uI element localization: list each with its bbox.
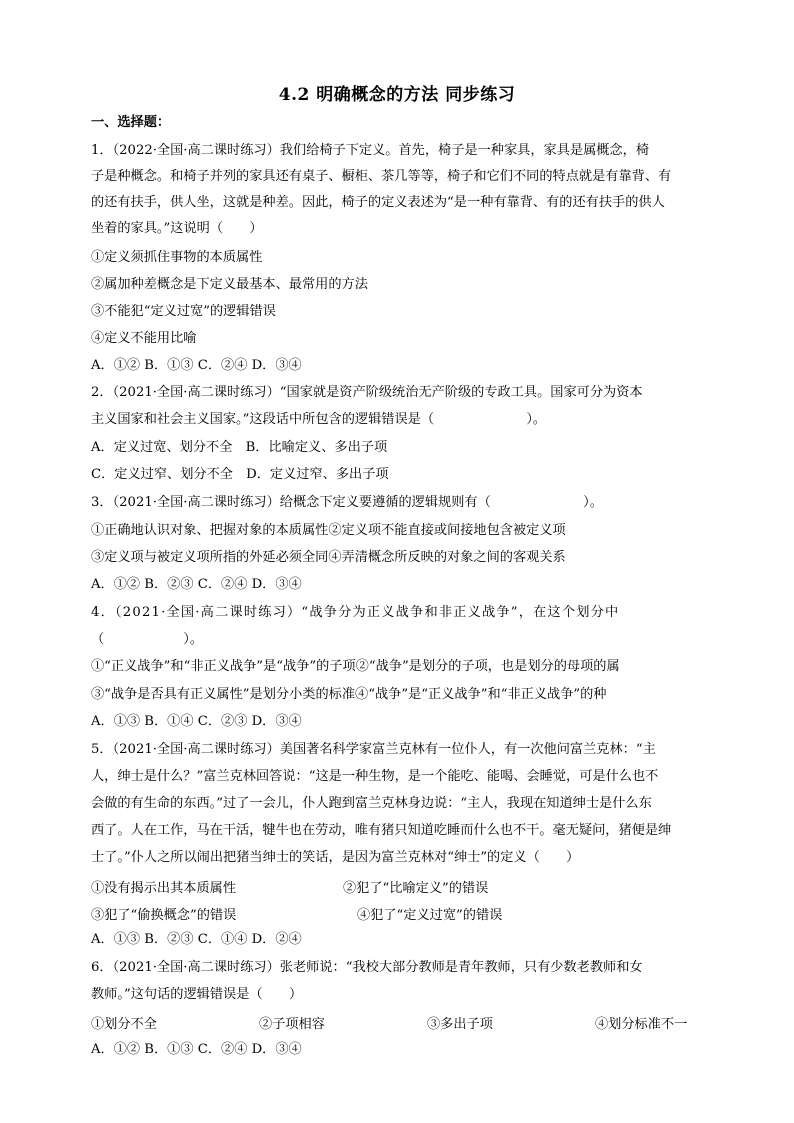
q6-option-2: ②子项相容 xyxy=(259,1017,325,1032)
q6-line-1: 6．（2021·全国·高二课时练习）张老师说：“我校大部分教师是青年教师，只有少数老教师和女 xyxy=(91,960,643,975)
q3-option-row-1: ①正确地认识对象、把握对象的本质属性②定义项不能直接或间接地包含被定义项 xyxy=(91,523,566,538)
q5-option-2: ②犯了“比喻定义”的错误 xyxy=(343,881,489,896)
q2-answers-row-2: C．定义过窄、划分不全 D．定义过窄、多出子项 xyxy=(91,467,389,482)
q1-answers: A．①② B．①③ C．②④ D．③④ xyxy=(91,358,302,373)
q3-option-row-2: ③定义项与被定义项所指的外延必须全同④弄清概念所反映的对象之间的客观关系 xyxy=(91,550,566,565)
q1-line-4: 坐着的家具。”这说明（ ） xyxy=(91,221,263,236)
q1-option-2: ②属加种差概念是下定义最基本、最常用的方法 xyxy=(91,277,368,292)
q2-answers-row-1: A．定义过宽、划分不全 B．比喻定义、多出子项 xyxy=(91,440,388,455)
q5-option-1: ①没有揭示出其本质属性 xyxy=(91,881,237,896)
q5-option-row-1 xyxy=(91,877,711,895)
q4-option-row-2: ③“战争是否具有正义属性”是划分小类的标准④“战争”是“正义战争”和“非正义战争”的种 xyxy=(91,687,607,702)
q3-answers: A．①② B．②③ C．②④ D．③④ xyxy=(91,577,302,592)
q5-answers: A．①③ B．②③ C．①④ D．②④ xyxy=(91,932,302,947)
q5-option-4: ④犯了“定义过宽”的错误 xyxy=(357,908,503,923)
q5-line-4: 西了。人在工作，马在干活，犍牛也在劳动，唯有猪只知道吃睡而什么也不干。毫无疑问，猪便是绅 xyxy=(91,823,672,838)
q5-line-2: 人，绅士是什么？”富兰克林回答说：“这是一种生物，是一个能吃、能喝、会睡觉，可是什么也不 xyxy=(91,769,659,784)
q6-option-1: ①划分不全 xyxy=(91,1017,157,1032)
q6-answers: A．①② B．①③ C．②④ D．③④ xyxy=(91,1042,302,1057)
q1-line-1: 1．（2022·全国·高二课时练习）我们给椅子下定义。首先，椅子是一种家具，家具是属概念，椅 xyxy=(91,143,650,158)
q6-option-3: ③多出子项 xyxy=(427,1017,493,1032)
q6-option-row xyxy=(91,1013,711,1031)
q4-line-2: （ ）。 xyxy=(91,632,204,647)
q1-option-1: ①定义须抓住事物的本质属性 xyxy=(91,250,263,265)
section-heading: 一、选择题： xyxy=(91,115,171,130)
q1-line-2: 子是种概念。和椅子并列的家具还有桌子、橱柜、茶几等等，椅子和它们不同的特点就是有靠背、有 xyxy=(91,169,672,184)
q2-line-2: 主义国家和社会主义国家。”这段话中所包含的逻辑错误是（ ）。 xyxy=(91,412,547,427)
page-title: 4.2 明确概念的方法 同步练习 xyxy=(278,85,516,105)
q5-line-5: 士了。”仆人之所以闹出把猪当绅士的笑话，是因为富兰克林对“绅士”的定义（ ） xyxy=(91,850,580,865)
q6-line-2: 教师。”这句话的逻辑错误是（ ） xyxy=(91,987,303,1002)
q1-option-3: ③不能犯“定义过宽”的逻辑错误 xyxy=(91,304,276,319)
q4-line-1: 4．（2021·全国·高二课时练习）“战争分为正义战争和非正义战争”，在这个划分中 xyxy=(91,605,620,620)
q5-line-1: 5．（2021·全国·高二课时练习）美国著名科学家富兰克林有一位仆人，有一次他问富兰克林：“主 xyxy=(91,742,656,757)
q4-option-row-1: ①“正义战争”和“非正义战争”是“战争”的子项②“战争”是划分的子项，也是划分的母项的属 xyxy=(91,659,620,674)
q6-option-4: ④划分标准不一 xyxy=(595,1017,688,1032)
q5-option-3: ③犯了“偷换概念”的错误 xyxy=(91,908,237,923)
q2-line-1: 2．（2021·全国·高二课时练习）“国家就是资产阶级统治无产阶级的专政工具。国家可分为资本 xyxy=(91,385,643,400)
q3-line-1: 3．（2021·全国·高二课时练习）给概念下定义要遵循的逻辑规则有（ ）。 xyxy=(91,495,603,510)
q1-line-3: 的还有扶手，供人坐，这就是种差。因此，椅子的定义表述为“是一种有靠背、有的还有扶手的供人 xyxy=(91,195,665,210)
q5-option-row-2 xyxy=(91,904,711,922)
q1-option-4: ④定义不能用比喻 xyxy=(91,331,197,346)
q5-line-3: 会做的有生命的东西。”过了一会儿，仆人跑到富兰克林身边说：“主人，我现在知道绅士是什么东 xyxy=(91,796,652,811)
q4-answers: A．①③ B．①④ C．②③ D．③④ xyxy=(91,714,302,729)
